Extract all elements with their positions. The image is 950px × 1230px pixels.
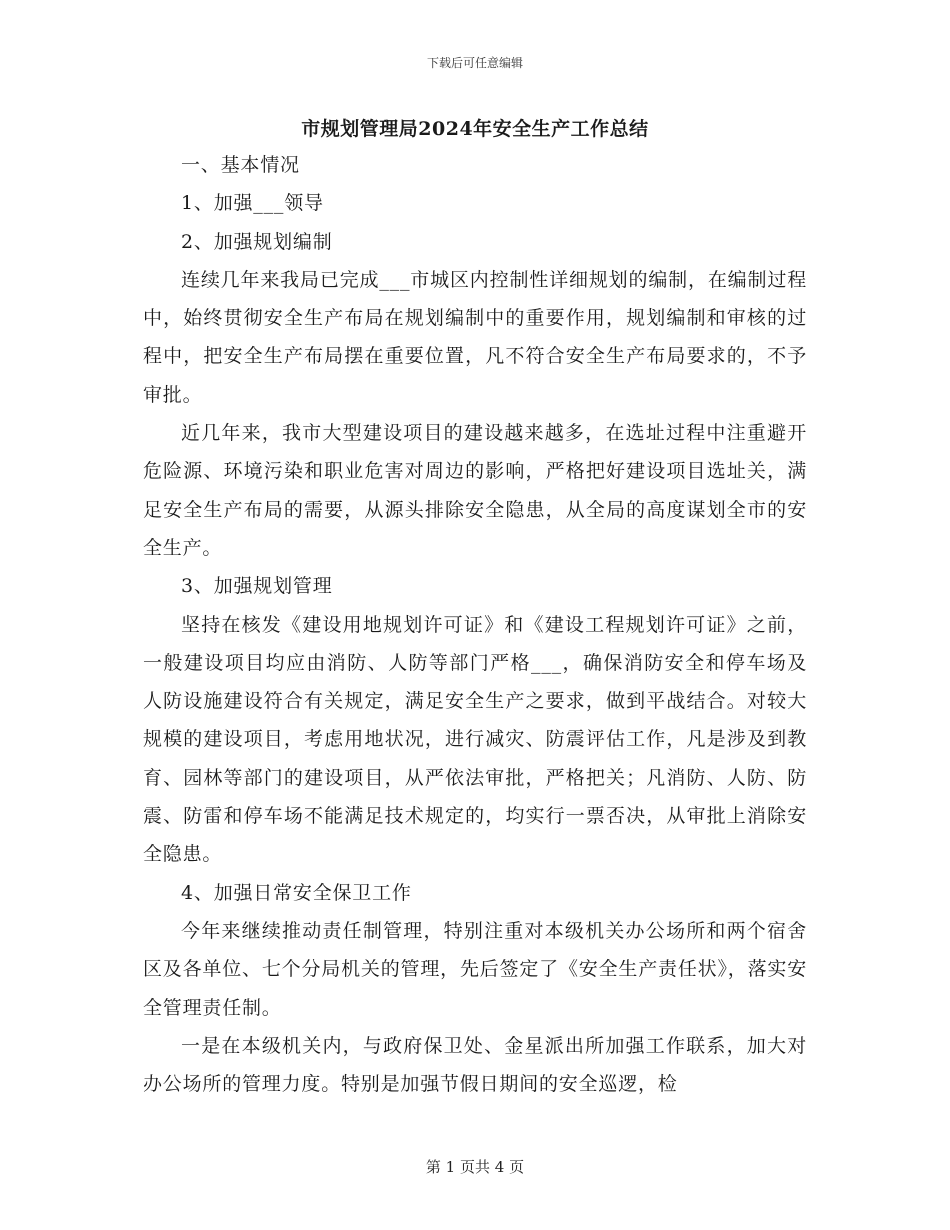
body-paragraph: 连续几年来我局已完成___市城区内控制性详细规划的编制，在编制过程中，始终贯彻安全生产布局在规划编制中的重要作用，规划编制和审核的过程中，把安全生产布局摆在重要位置，凡不符合安全生产布局要求的，不予审批。 [143,268,807,406]
body-paragraph: 近几年来，我市大型建设项目的建设越来越多，在选址过程中注重避开危险源、环境污染和职业危害对周边的影响，严格把好建设项目选址关，满足安全生产布局的需要，从源头排除安全隐患，从全局的高度谋划全市的安全生产。 [143,422,807,559]
subsection-heading: 1、加强___领导 [181,192,324,215]
page-footer: 第 1 页共 4 页 [425,1158,525,1176]
subsection-heading: 2、加强规划编制 [181,230,333,253]
subsection-heading: 4、加强日常安全保卫工作 [181,881,412,904]
body-paragraph: 一是在本级机关内，与政府保卫处、金星派出所加强工作联系，加大对办公场所的管理力度。特别是加强节假日期间的安全巡逻，检 [143,1034,807,1096]
subsection-heading: 3、加强规划管理 [181,575,333,598]
document-title: 市规划管理局2024年安全生产工作总结 [301,118,649,140]
section-heading: 一、基本情况 [181,154,300,176]
body-paragraph: 坚持在核发《建设用地规划许可证》和《建设工程规划许可证》之前，一般建设项目均应由消防、人防等部门严格___，确保消防安全和停车场及人防设施建设符合有关规定，满足安全生产之要求，做到平战结合。对较大规模的建设项目，考虑用地状况，进行减灾、防震评估工作，凡是涉及到教育、园林等部门的建设项目，从严依法审批，严格把关；凡消防、人防、防震、防雷和停车场不能满足技术规定的，均实行一票否决，从审批上消除安全隐患。 [143,613,807,866]
body-paragraph: 今年来继续推动责任制管理，特别注重对本级机关办公场所和两个宿舍区及各单位、七个分局机关的管理，先后签定了《安全生产责任状》，落实安全管理责任制。 [143,919,807,1019]
document-body [143,146,807,1103]
header-note: 下载后可任意编辑 [426,56,523,70]
